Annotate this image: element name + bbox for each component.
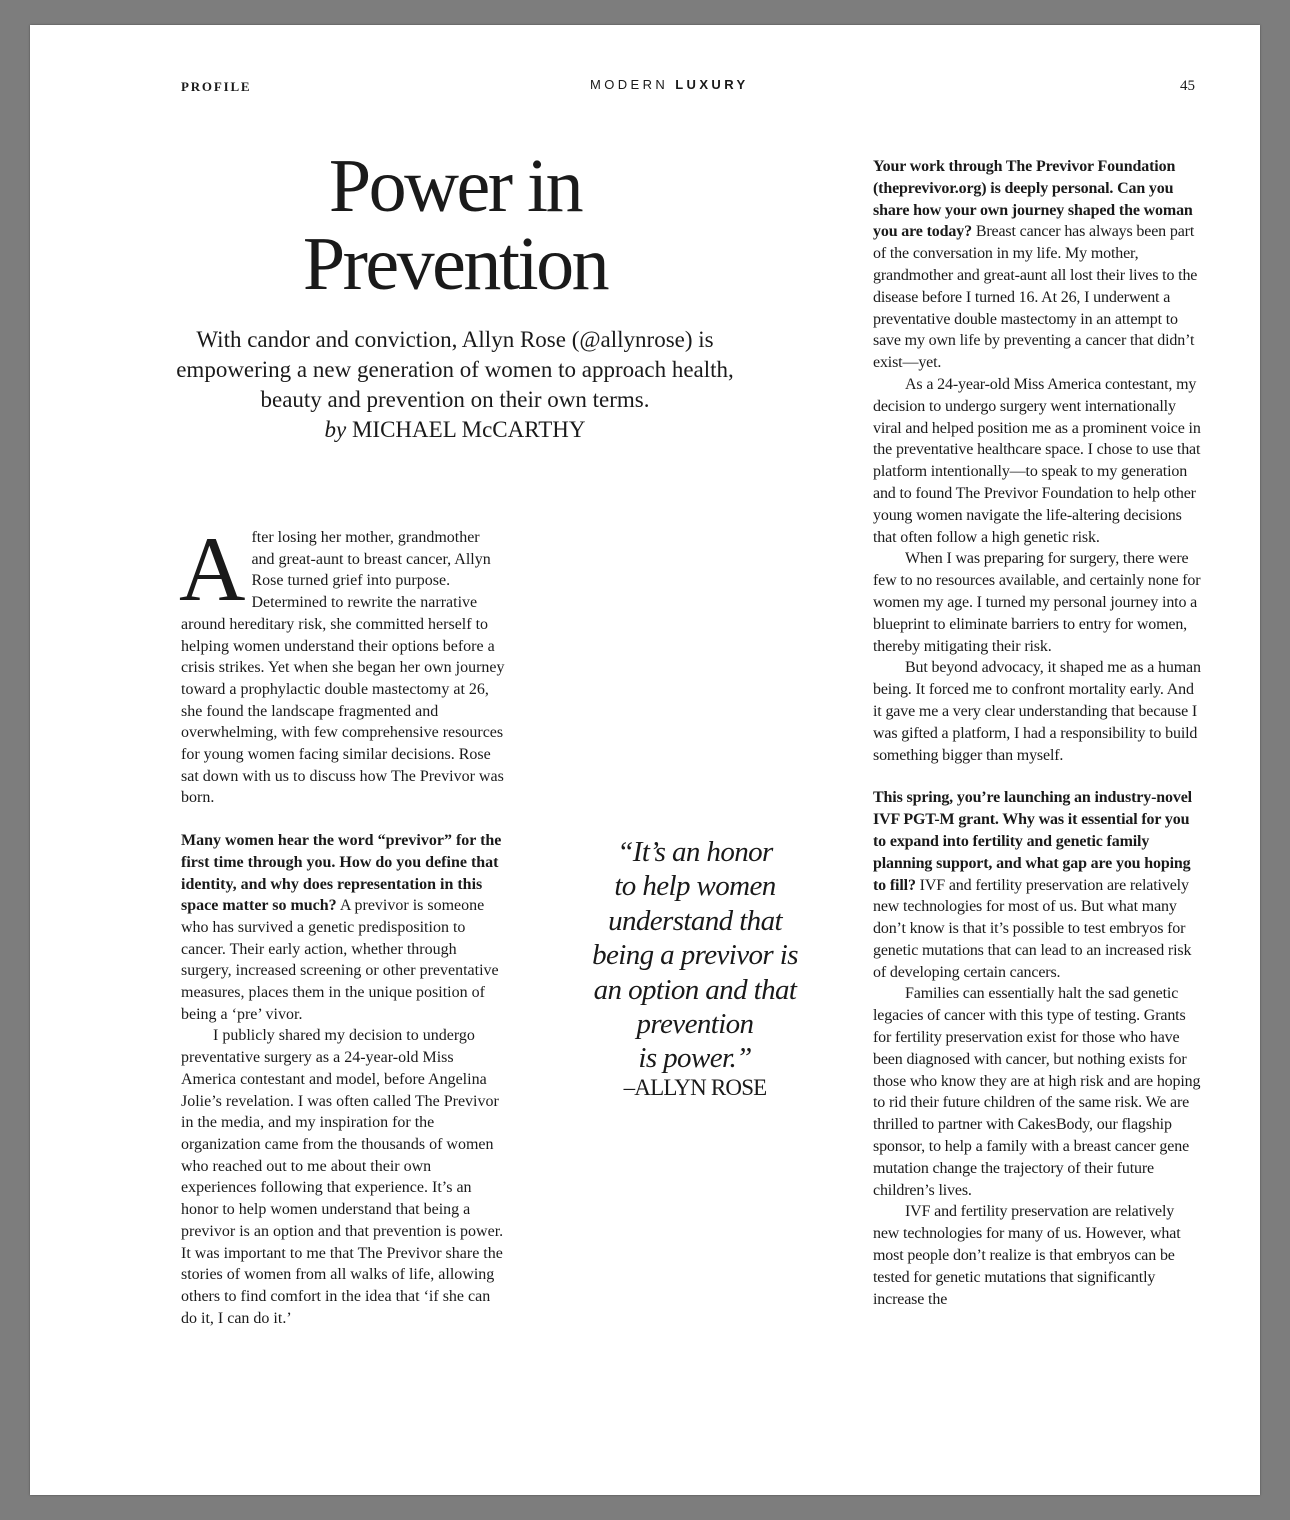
byline-prefix: by [324, 417, 347, 442]
pull-quote [575, 835, 815, 1076]
title-line: Prevention [302, 222, 608, 306]
masthead [590, 77, 749, 92]
pull-quote-line: “It’s an honor [617, 836, 773, 868]
dek-text: With candor and conviction, Allyn Rose (@allynrose) is empowering a new generation of women to approach health, beauty and prevention on their own terms. [176, 327, 734, 412]
question: Many women hear the word “previvor” for the first time through you. How do you define that identity, and why does representation in this space matter so much? [181, 832, 502, 915]
answer: A previvor is someone who has survived a genetic predisposition to cancer. Their early action, whether through surgery, increased screening or other preventative measures, places them in the unique position of being a ‘pre’ vivor. [181, 897, 499, 1023]
answer: IVF and fertility preservation are relatively new technologies for most of us. But what many don’t know is that it’s possible to test embryos for genetic mutations that can lead to an increased risk of developing certain cancers. [873, 876, 1192, 981]
qa-block [181, 830, 506, 1025]
section-label: PROFILE [181, 79, 252, 94]
question: Your work through The Previvor Foundation (theprevivor.org) is deeply personal. Can you share how your own journey shaped the woman you are today? [873, 158, 1193, 241]
drop-cap: A [179, 518, 246, 620]
pull-quote-line: is power.” [638, 1042, 752, 1075]
article-dek [170, 325, 740, 445]
answer-paragraph: When I was preparing for surgery, there were few to no resources available, and certainly none for women my age. I turned my personal journey into a blueprint to eliminate barriers to entry for women, thereby mitigating their risk. [873, 550, 1201, 655]
pull-quote-line: to help women [614, 870, 776, 903]
pull-quote-attribution: –ALLYN ROSE [623, 1075, 767, 1100]
answer-paragraph: Families can essentially halt the sad genetic legacies of cancer with this type of testing. Grants for fertility preservation exist for those who have been diagnosed with cancer, but nothing exists for those who know they are at high risk and are hoping to rid their future children of the same risk. We are thrilled to partner with CakesBody, our flagship sponsor, to help a family with a breast cancer gene mutation change the trajectory of their future children’s lives. [873, 985, 1201, 1199]
intro-paragraph [179, 518, 506, 809]
byline-name: MICHAEL McCARTHY [351, 417, 586, 442]
answer-paragraph: But beyond advocacy, it shaped me as a human being. It forced me to confront mortality early. And it gave me a very clear understanding that because I was gifted a platform, I had a responsibility to build something bigger than myself. [873, 659, 1201, 764]
pull-quote-line: understand that [608, 904, 782, 937]
magazine-page [30, 25, 1260, 1495]
answer: Breast cancer has always been part of the conversation in my life. My mother, grandmother and great-aunt all lost their lives to the disease before I turned 16. At 26, I underwent a preventative double mastectomy in an attempt to save my own life by preventing a cancer that didn’t exist—yet. [873, 223, 1198, 372]
column-left [179, 518, 506, 1329]
pull-quote-line: being a previvor is [592, 939, 798, 972]
article-title [180, 144, 730, 306]
title-line: Power in [328, 144, 582, 228]
pull-quote-line: an option and that [593, 973, 797, 1006]
answer-paragraph: I publicly shared my decision to undergo preventative surgery as a 24-year-old Miss America contestant and model, before Angelina Jolie’s revelation. I was often called The Previvor in the media, and my inspiration for the organization came from the thousands of women who reached out to me about their own experiences following that experience. It’s an honor to help women understand that being a previvor is an option and that prevention is power. It was important to me that The Previvor share the stories of women from all walks of life, allowing others to find comfort in the idea that ‘if she can do it, I can do it.’ [181, 1027, 504, 1327]
answer-paragraph: IVF and fertility preservation are relatively new technologies for many of us. However, what most people don’t realize is that embryos can be tested for genetic mutations that significantly increase the [873, 1203, 1181, 1308]
masthead-bold: LUXURY [675, 77, 749, 92]
answer-paragraph: As a 24-year-old Miss America contestant, my decision to undergo surgery went internationally viral and helped position me as a prominent voice in the preventative healthcare space. I chose to use that platform intentionally—to speak to my generation and to found The Previvor Foundation to help other young women navigate the life-altering decisions that often follow a high genetic risk. [873, 375, 1201, 546]
pull-quote-line: prevention [636, 1008, 754, 1041]
page-number: 45 [1180, 78, 1195, 94]
qa-block [873, 787, 1203, 983]
masthead-light: MODERN [590, 77, 669, 92]
qa-block [873, 156, 1203, 374]
column-right [873, 156, 1203, 1310]
question: This spring, you’re launching an industry-novel IVF PGT-M grant. Why was it essential for you to expand into fertility and genetic family planning support, and what gap are you hoping to fill? [873, 789, 1192, 894]
intro-text: fter losing her mother, grandmother and great-aunt to breast cancer, Allyn Rose turned grief into purpose. Determined to rewrite the narrative around hereditary risk, she committed herself to helping women understand their options before a crisis strikes. Yet when she began her own journey toward a prophylactic double mastectomy at 26, she found the landscape fragmented and overwhelming, with few comprehensive resources for young women facing similar decisions. Rose sat down with us to discuss how The Previvor was born. [181, 529, 505, 807]
